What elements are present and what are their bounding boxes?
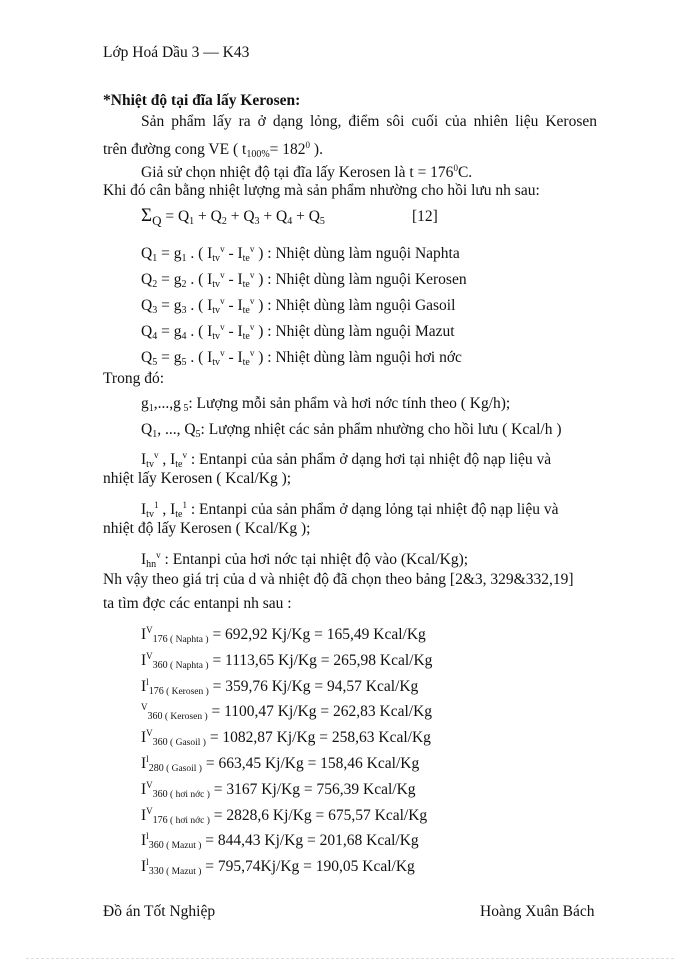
- heat-term-row: $Q_2 = g_2$ . ( $I_{tv}^v - I_{te}^v$ ) : Nhiệt dùng làm nguội Kerosen: [141, 270, 467, 290]
- page-header: Lớp Hoá Dầu 3 — K43: [103, 44, 250, 61]
- where-label: Trong đó:: [103, 370, 165, 387]
- def-il-1: $I_{tv}^1$ , $I_{te}^1$ : Entanpi của sản phẩm ở dạng lỏng tại nhiệt độ nạp liệu và: [141, 500, 559, 520]
- def-iv-2: nhiệt lấy Kerosen ( Kcal/Kg );: [103, 470, 292, 487]
- intro-line-3: Giả sử chọn nhiệt độ tại đĩa lấy Kerosen là $t = 176^0C$.: [141, 163, 473, 181]
- def-il-2: nhiệt độ lấy Kerosen ( Kcal/Kg );: [103, 520, 311, 537]
- page-divider: [26, 958, 674, 959]
- conclusion-line-2: ta tìm đợc các entanpi nh sau :: [103, 595, 292, 612]
- sum-equation: $\Sigma_Q = Q_1 + Q_2 + Q_3 + Q_4 + Q_5$: [141, 205, 325, 228]
- heat-term-row: $Q_4 = g_4$ . ( $I_{tv}^v - I_{te}^v$ ) : Nhiệt dùng làm nguội Mazut: [141, 322, 455, 342]
- enthalpy-row: $I^V_{176}$ $_{( hơi nớc )}$ = 2828,6 Kj/Kg = 675,57 Kcal/Kg: [141, 806, 428, 826]
- heat-term-row: $Q_1 = g_1$ . ( $I_{tv}^v - I_{te}^v$ ) : Nhiệt dùng làm nguội Naphta: [141, 244, 460, 264]
- intro-line-2: trên đường cong VE ( $t_{100\%}= 182^0$ ).: [103, 140, 323, 160]
- def-ihn: $I_{hn}^v$ : Entanpi của hơi nớc tại nhiệt độ vào (Kcal/Kg);: [141, 550, 469, 570]
- enthalpy-row: $I^l_{176}$ $_{( Kerosen )}$ = 359,76 Kj/Kg = 94,57 Kcal/Kg: [141, 677, 419, 697]
- enthalpy-row: $I^V_{360}$ $_{( Gasoil )}$ = 1082,87 Kj/Kg = 258,63 Kcal/Kg: [141, 728, 431, 748]
- footer-left: Đồ án Tốt Nghiệp: [103, 903, 216, 920]
- conclusion-line-1: Nh vậy theo giá trị của d và nhiệt độ đã chọn theo bảng [2&3, 329&332,19]: [103, 571, 574, 588]
- intro-line-4: Khi đó cân bằng nhiệt lượng mà sản phẩm nhường cho hồi lưu nh sau:: [103, 182, 540, 199]
- enthalpy-row: $I^l_{360}$ $_{( Mazut )}$ = 844,43 Kj/Kg = 201,68 Kcal/Kg: [141, 831, 419, 851]
- enthalpy-row: $I^V_{360}$ $_{( hơi nớc )}$ = 3167 Kj/Kg = 756,39 Kcal/Kg: [141, 780, 416, 800]
- def-iv-1: $I_{tv}^v$ , $I_{te}^v$ : Entanpi của sản phẩm ở dạng hơi tại nhiệt độ nạp liệu và: [141, 450, 552, 470]
- equation-reference: [12]: [412, 208, 438, 225]
- enthalpy-row: $^V_{360}$ $_{( Kerosen )}$ = 1100,47 Kj/Kg = 262,83 Kcal/Kg: [141, 702, 433, 722]
- enthalpy-row: $I^V_{360}$ $_{( Naphta )}$ = 1113,65 Kj/Kg = 265,98 Kcal/Kg: [141, 651, 433, 671]
- enthalpy-row: $I^V_{176}$ $_{( Naphta )}$ = 692,92 Kj/Kg = 165,49 Kcal/Kg: [141, 625, 426, 645]
- heat-term-row: $Q_3 = g_3$ . ( $I_{tv}^v - I_{te}^v$ ) : Nhiệt dùng làm nguội Gasoil: [141, 296, 456, 316]
- enthalpy-row: $I^l_{330}$ $_{( Mazut )}$ = 795,74Kj/Kg = 190,05 Kcal/Kg: [141, 857, 415, 877]
- section-title: *Nhiệt độ tại đĩa lấy Kerosen:: [103, 92, 301, 109]
- heat-term-row: $Q_5 = g_5$ . ( $I_{tv}^v - I_{te}^v$ ) : Nhiệt dùng làm nguội hơi nớc: [141, 348, 462, 368]
- def-q: $Q_1$, ..., $Q_5$: Lượng nhiệt các sản phẩm nhường cho hồi lưu ( Kcal/h ): [141, 421, 562, 440]
- footer-right: Hoàng Xuân Bách: [480, 903, 595, 920]
- enthalpy-row: $I^l_{280}$ $_{( Gasoil )}$ = 663,45 Kj/Kg = 158,46 Kcal/Kg: [141, 754, 420, 774]
- intro-line-1: Sản phẩm lấy ra ở dạng lỏng, điểm sôi cuối của nhiên liệu Kerosen: [141, 113, 597, 130]
- def-g: $g_1,...,g$ $_5$: Lượng mỗi sản phẩm và hơi nớc tính theo ( Kg/h);: [141, 395, 511, 414]
